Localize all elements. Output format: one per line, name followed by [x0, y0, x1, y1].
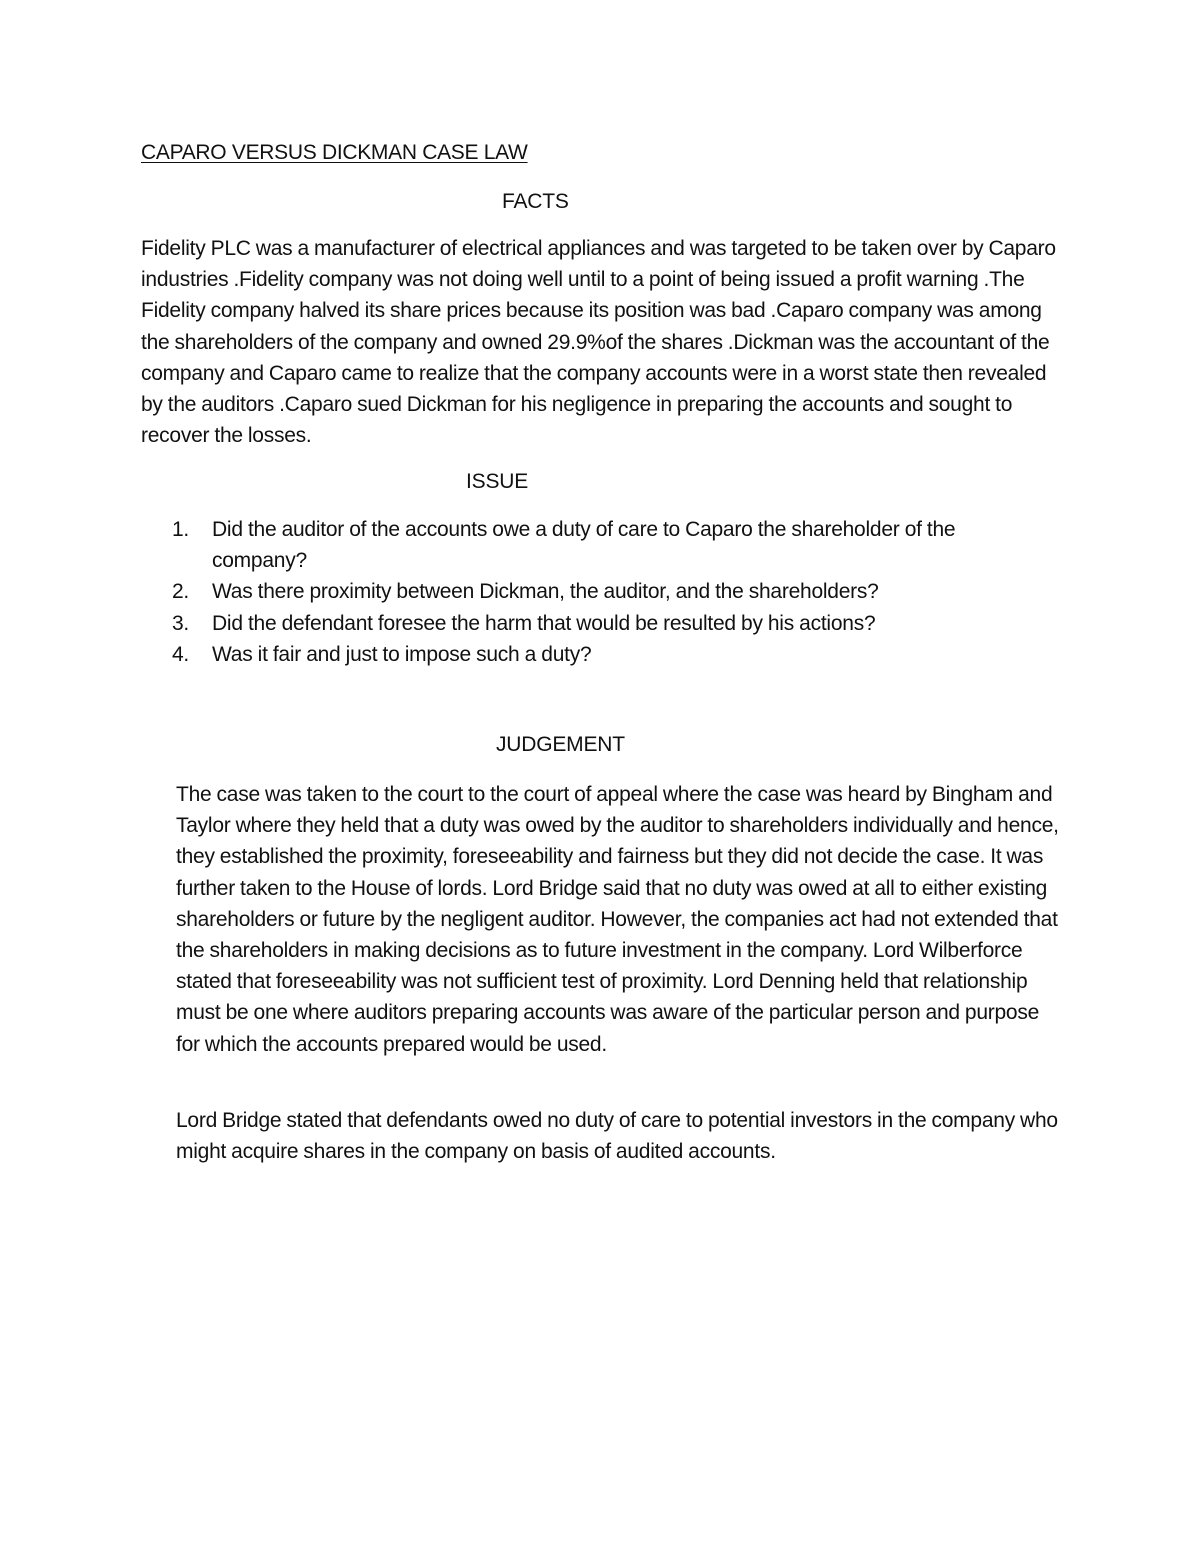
issue-item [172, 639, 1052, 670]
document-title: CAPARO VERSUS DICKMAN CASE LAW [141, 141, 528, 164]
issue-item [172, 608, 1052, 639]
issue-heading: ISSUE [466, 470, 529, 493]
facts-heading: FACTS [502, 190, 569, 213]
judgement-conclusion-paragraph: Lord Bridge stated that defendants owed no duty of care to potential investors in the company who might acquire shares in the company on basis of audited accounts. [176, 1109, 1058, 1164]
issue-text: Did the defendant foresee the harm that would be resulted by his actions? [212, 611, 876, 635]
judgement-heading: JUDGEMENT [496, 733, 625, 756]
issue-list [172, 514, 1052, 670]
issue-text: Was it fair and just to impose such a duty? [212, 642, 592, 666]
issue-number: 4. [172, 642, 190, 666]
issue-number: 3. [172, 611, 190, 635]
issue-number: 1. [172, 518, 190, 541]
issue-number: 2. [172, 580, 190, 604]
issue-text: Was there proximity between Dickman, the auditor, and the shareholders? [212, 580, 879, 604]
issue-text: Did the auditor of the accounts owe a duty of care to Caparo the shareholder of the company? [212, 518, 956, 573]
facts-paragraph: Fidelity PLC was a manufacturer of electrical appliances and was targeted to be taken over by Caparo industries .Fidelity company was not doing well until to a point of being issued a profit warning .The Fidelity company halved its share prices because its position was bad .Caparo company was among the shareholders of the company and owned 29.9%of the shares .Dickman was the accountant of the company and Caparo came to realize that the company accounts were in a worst state then revealed by the auditors .Caparo sued Dickman for his negligence in preparing the accounts and sought to recover the losses. [141, 237, 1056, 448]
issue-item [172, 514, 1052, 576]
issue-item [172, 576, 1052, 607]
judgement-paragraph: The case was taken to the court to the court of appeal where the case was heard by Bingham and Taylor where they held that a duty was owed by the auditor to shareholders individually and hence, they established the proximity, foreseeability and fairness but they did not decide the case. It was further taken to the House of lords. Lord Bridge said that no duty was owed at all to either existing shareholders or future by the negligent auditor. However, the companies act had not extended that the shareholders in making decisions as to future investment in the company. Lord Wilberforce stated that foreseeability was not sufficient test of proximity. Lord Denning held that relationship must be one where auditors preparing accounts was aware of the particular person and purpose for which the accounts prepared would be used. [176, 783, 1059, 1056]
